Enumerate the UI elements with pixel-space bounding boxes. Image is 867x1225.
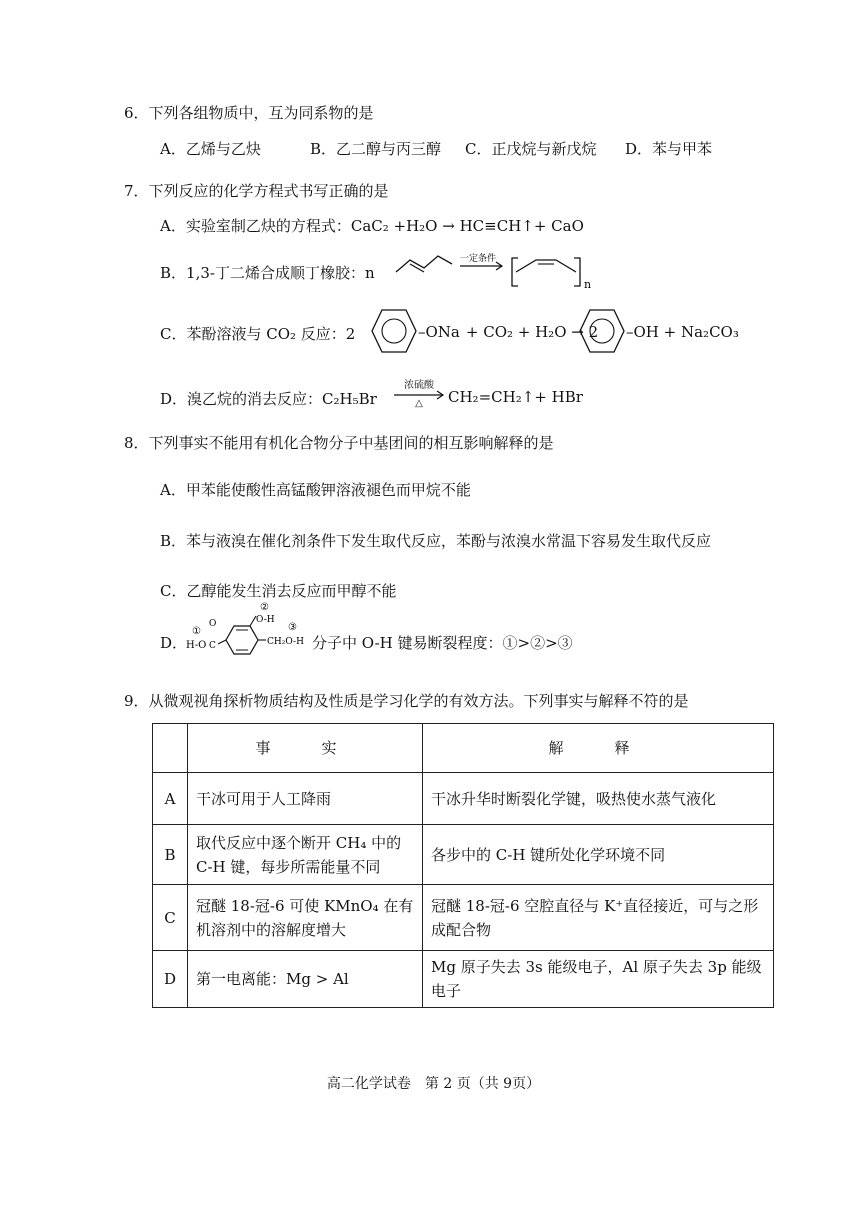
row-label: C <box>153 885 188 951</box>
q7-option-c-phenoxide: –ONa + CO₂ + H₂O → 2 <box>418 323 599 341</box>
q7-option-a <box>160 215 584 236</box>
q7-option-a-text: A．实验室制乙炔的方程式： <box>160 217 351 235</box>
sodium-phenoxide-label: ONa <box>425 323 460 341</box>
row-label: B <box>153 825 188 885</box>
q8-option-d-label: D． <box>160 634 188 652</box>
row-explain: 各步中的 C-H 键所处化学环境不同 <box>423 825 774 885</box>
q6-option-d: D．苯与甲苯 <box>625 140 713 158</box>
q7-option-d-products: CH₂=CH₂↑+ HBr <box>448 388 583 406</box>
hydroxybenzyl-acid-structure <box>184 600 312 662</box>
q7-option-b <box>160 262 375 283</box>
carboxyl-carbon-label: C <box>209 641 216 651</box>
q8-option-c: C．乙醇能发生消去反应而甲醇不能 <box>160 582 397 600</box>
q6-text: 下列各组物质中，互为同系物的是 <box>148 104 374 122</box>
row-fact: 第一电离能：Mg > Al <box>188 951 423 1008</box>
q7-option-c-end: –OH + Na₂CO₃ <box>626 323 739 341</box>
butadiene-polymerization-diagram <box>390 250 610 294</box>
q7-number: 7． <box>124 182 149 200</box>
q6-number: 6． <box>124 104 149 122</box>
phenol-oh-label: O-H <box>256 615 275 625</box>
q8-text: 下列事实不能用有机化合物分子中基团间的相互影响解释的是 <box>148 434 554 452</box>
row-label: D <box>153 951 188 1008</box>
row-label: A <box>153 773 188 825</box>
benzene-ring-icon <box>578 308 626 354</box>
benzene-ring-icon <box>370 308 418 354</box>
reaction-condition-label: 一定条件 <box>460 254 497 264</box>
carboxyl-oh-label: H-O <box>186 640 207 651</box>
q9-text: 从微观视角探析物质结构及性质是学习化学的有效方法。下列事实与解释不符的是 <box>148 692 689 710</box>
marker-2: ② <box>260 602 269 613</box>
q7-text: 下列反应的化学方程式书写正确的是 <box>148 182 389 200</box>
phenol-products-label: OH + Na₂CO₃ <box>633 323 739 341</box>
q6-options <box>160 138 712 159</box>
q7-option-d <box>160 388 377 409</box>
q8-stem <box>124 432 554 453</box>
facts-explanation-table <box>152 723 774 1008</box>
q6-stem <box>124 102 374 123</box>
q9-number: 9． <box>124 692 149 710</box>
table-header-explain: 解 释 <box>423 724 774 773</box>
q8-option-d-text: 分子中 O-H 键易断裂程度：①>②>③ <box>312 634 573 652</box>
table-row <box>153 773 774 825</box>
q7-option-c-text: C．苯酚溶液与 CO₂ 反应：2 <box>160 325 356 343</box>
q6-option-c: C．正戊烷与新戊烷 <box>465 140 597 158</box>
row-fact: 取代反应中逐个断开 CH₄ 中的 C-H 键，每步所需能量不同 <box>188 825 423 885</box>
benzyl-alcohol-label: CH₂O-H <box>267 637 304 647</box>
q7-option-b-text: B．1,3-丁二烯合成顺丁橡胶：n <box>160 264 375 282</box>
q8-option-b: B．苯与液溴在催化剂条件下发生取代反应，苯酚与浓溴水常温下容易发生取代反应 <box>160 532 712 550</box>
q7-option-d-condition-bottom: △ <box>415 398 423 409</box>
page-footer: 高二化学试卷 第 2 页（共 9页） <box>326 1076 541 1092</box>
table-header-fact: 事 实 <box>188 724 423 773</box>
row-explain: Mg 原子失去 3s 能级电子，Al 原子失去 3p 能级电子 <box>423 951 774 1008</box>
table-row <box>153 825 774 885</box>
table-header-empty <box>153 724 188 773</box>
table-header-row <box>153 724 774 773</box>
q6-option-b: B．乙二醇与丙三醇 <box>310 140 442 158</box>
polymer-subscript-n: n <box>584 278 592 291</box>
q7-option-c <box>160 323 355 344</box>
marker-1: ① <box>192 626 201 637</box>
q8-number: 8． <box>124 434 149 452</box>
q8-option-a: A．甲苯能使酸性高锰酸钾溶液褪色而甲烷不能 <box>160 481 471 499</box>
row-explain: 冠醚 18-冠-6 空腔直径与 K⁺直径接近，可与之形成配合物 <box>423 885 774 951</box>
q7-option-d-condition-top: 浓硫酸 <box>404 380 434 391</box>
q9-stem <box>124 690 689 711</box>
marker-3: ③ <box>288 622 297 633</box>
q7-option-c-middle: + CO₂ + H₂O → 2 <box>465 323 599 341</box>
table-row <box>153 951 774 1008</box>
q7-stem <box>124 180 389 201</box>
row-explain: 干冰升华时断裂化学键，吸热使水蒸气液化 <box>423 773 774 825</box>
row-fact: 冠醚 18-冠-6 可使 KMnO₄ 在有机溶剂中的溶解度增大 <box>188 885 423 951</box>
carbonyl-oxygen-label: O <box>209 619 217 629</box>
row-fact: 干冰可用于人工降雨 <box>188 773 423 825</box>
q6-option-a: A．乙烯与乙炔 <box>160 140 261 158</box>
q7-option-a-equation: CaC₂ +H₂O → HC≡CH↑+ CaO <box>350 217 584 235</box>
table-row <box>153 885 774 951</box>
q7-option-d-text: D．溴乙烷的消去反应：C₂H₅Br <box>160 390 377 408</box>
